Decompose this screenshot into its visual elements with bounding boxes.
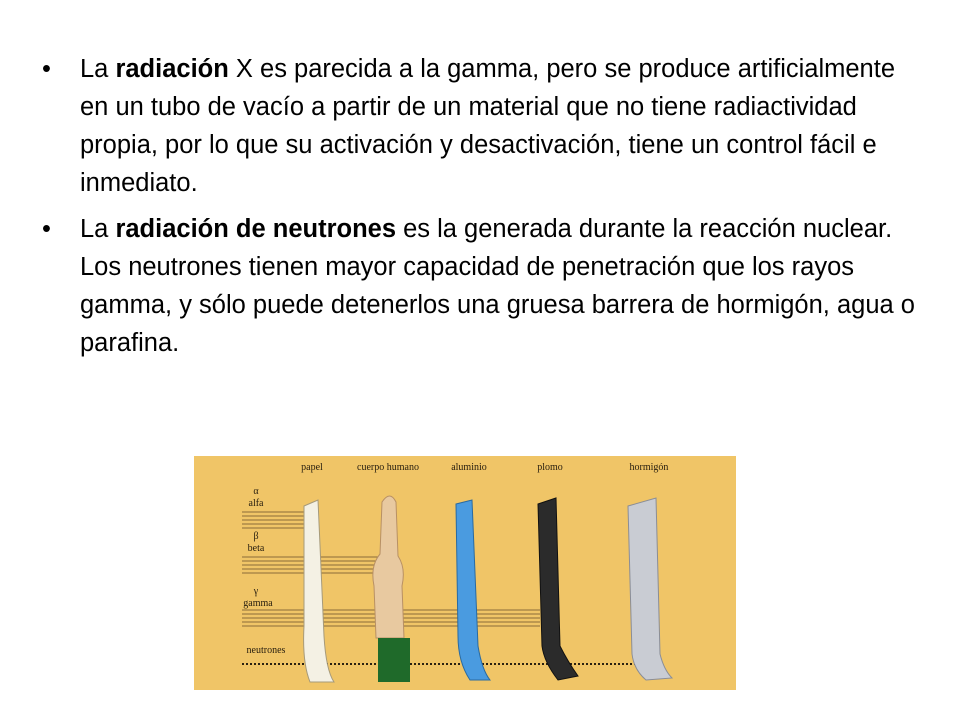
sleeve xyxy=(378,638,410,682)
bullet-list xyxy=(42,50,922,370)
label-neutrones: neutrones xyxy=(246,645,286,656)
bullet-text-post: X es parecida a la gamma, pero se produce artificialmente en un tubo de vacío a partir de un material que no tiene radiactividad propia, por lo que su activación y desactivación, tiene un control fácil e inmediato. xyxy=(80,55,896,197)
label-cuerpo-humano: cuerpo humano xyxy=(357,462,419,473)
label-beta: beta xyxy=(247,543,265,554)
symbol-alpha: α xyxy=(253,486,259,497)
bullet-item-neutrons xyxy=(42,210,922,362)
symbol-gamma: γ xyxy=(253,586,259,597)
concrete-wall xyxy=(628,498,672,680)
label-papel: papel xyxy=(301,462,323,473)
lead-block xyxy=(538,498,578,680)
bullet-text-pre: La xyxy=(80,215,116,243)
label-gamma: gamma xyxy=(243,598,273,609)
hand xyxy=(373,496,404,638)
bullet-text-bold: radiación de neutrones xyxy=(115,215,397,243)
alpha-rays xyxy=(242,512,310,528)
bullet-marker: • xyxy=(42,55,51,83)
label-hormigon: hormigón xyxy=(629,462,669,473)
bullet-text-pre: La xyxy=(80,55,116,83)
bullet-item-x-rays xyxy=(42,50,922,202)
aluminium-plate xyxy=(456,500,490,680)
bullet-marker: • xyxy=(42,215,51,243)
label-alfa: alfa xyxy=(248,498,264,509)
paper-sheet xyxy=(304,500,334,682)
radiation-penetration-figure xyxy=(194,456,736,690)
bullet-text-post: es la generada durante la reacción nuclear. Los neutrones tienen mayor capacidad de penetración que los rayos gamma, y sólo puede detenerlos una gruesa barrera de hormigón, agua o parafina. xyxy=(80,215,915,357)
penetration-diagram xyxy=(194,456,736,690)
symbol-beta: β xyxy=(253,531,259,542)
bullet-text-bold: radiación xyxy=(115,55,229,83)
label-plomo: plomo xyxy=(537,462,563,473)
label-aluminio: aluminio xyxy=(451,462,487,473)
